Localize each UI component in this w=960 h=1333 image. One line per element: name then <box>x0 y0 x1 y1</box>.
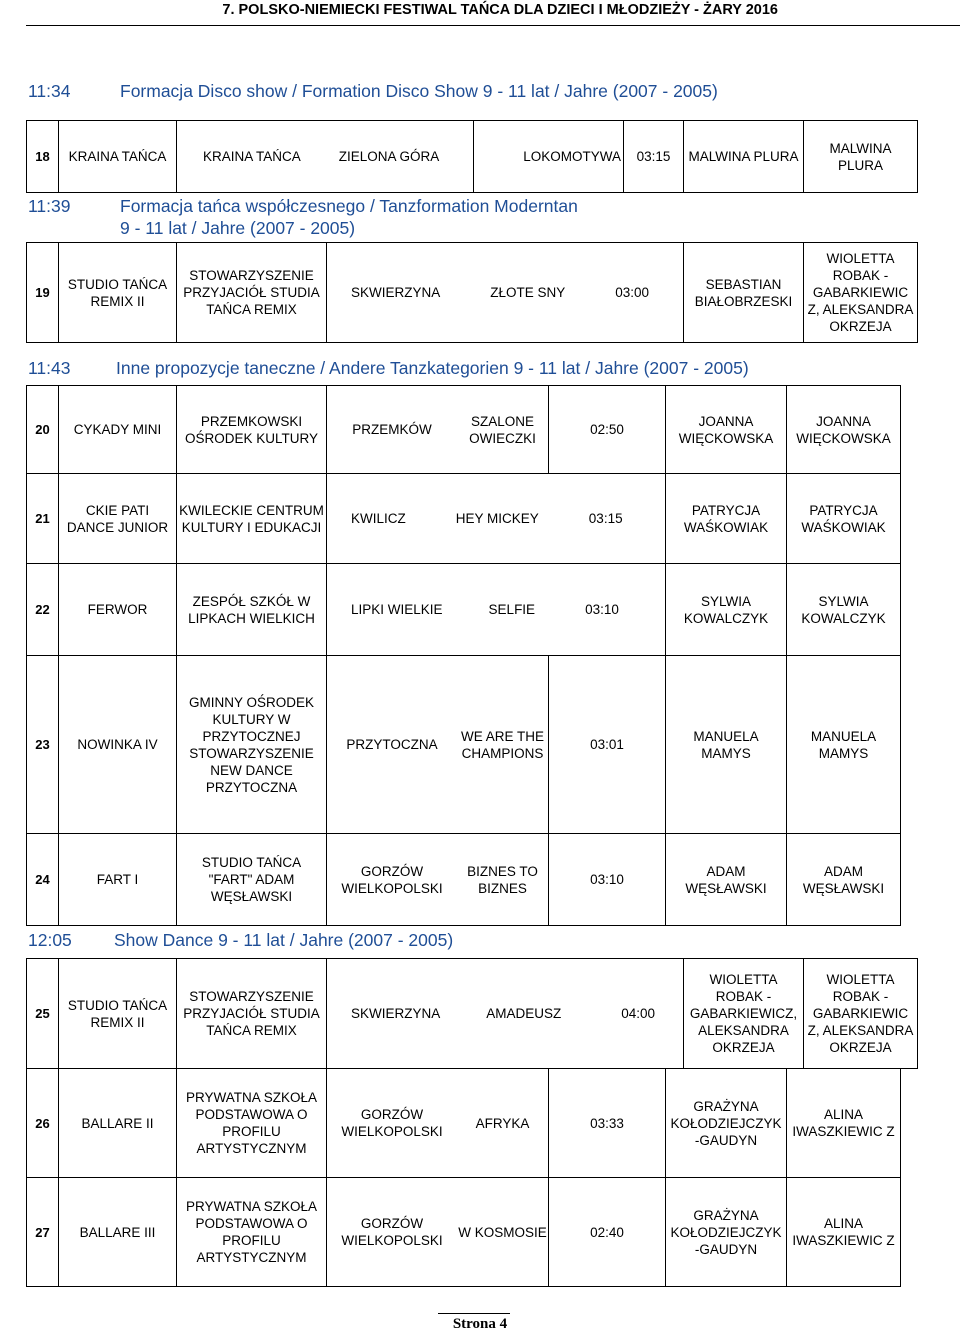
instructor: ADAM WĘSŁAWSKI <box>666 834 787 926</box>
team-name: FART I <box>59 834 177 926</box>
entry-number: 22 <box>27 564 59 656</box>
team-name: BALLARE III <box>59 1178 177 1287</box>
table-row <box>27 564 901 656</box>
section-title-disco-show <box>28 80 718 102</box>
entry-number: 25 <box>27 959 59 1069</box>
entries-table-other <box>26 385 901 926</box>
institution: ZESPÓŁ SZKÓŁ W LIPKACH WIELKICH <box>177 564 327 656</box>
section-name: Formacja Disco show / Formation Disco Show 9 - 11 lat / Jahre (2007 - 2005) <box>120 81 718 101</box>
page-number: Strona 4 <box>452 1316 508 1332</box>
table-row <box>27 474 901 564</box>
section-name-line2: 9 - 11 lat / Jahre (2007 - 2005) <box>120 218 356 238</box>
institution: STOWARZYSZENIE PRZYJACIÓŁ STUDIA TAŃCA REMIX <box>177 959 327 1069</box>
city-piece: GORZÓW WIELKOPOLSKI AFRYKA <box>327 1069 549 1178</box>
city-piece-time: KWILICZ HEY MICKEY 03:15 <box>327 474 666 564</box>
page-header: 7. POLSKO-NIEMIECKI FESTIWAL TAŃCA DLA DZIECI I MŁODZIEŻY - ŻARY 2016 <box>222 2 778 18</box>
instructor: SEBASTIAN BIAŁOBRZESKI <box>684 243 804 343</box>
team-name: NOWINKA IV <box>59 656 177 834</box>
table-row <box>27 656 901 834</box>
entry-number: 26 <box>27 1069 59 1178</box>
entry-number: 23 <box>27 656 59 834</box>
choreographer: ADAM WĘSŁAWSKI <box>787 834 901 926</box>
institution: PRYWATNA SZKOŁA PODSTAWOWA O PROFILU ARTYSTYCZNYM <box>177 1069 327 1178</box>
institution: PRZEMKOWSKI OŚRODEK KULTURY <box>177 386 327 474</box>
institution: PRYWATNA SZKOŁA PODSTAWOWA O PROFILU ARTYSTYCZNYM <box>177 1178 327 1287</box>
team-name: BALLARE II <box>59 1069 177 1178</box>
entry-number: 24 <box>27 834 59 926</box>
choreographer: MANUELA MAMYS <box>787 656 901 834</box>
city-piece: PRZYTOCZNA WE ARE THE CHAMPIONS <box>327 656 549 834</box>
city-piece: GORZÓW WIELKOPOLSKI BIZNES TO BIZNES <box>327 834 549 926</box>
choreographer: PATRYCJA WAŚKOWIAK <box>787 474 901 564</box>
institution: KWILECKIE CENTRUM KULTURY I EDUKACJI <box>177 474 327 564</box>
piece-duration: 03:15 <box>624 121 684 193</box>
instructor: GRAŻYNA KOŁODZIEJCZYK -GAUDYN <box>666 1069 787 1178</box>
entry-number: 20 <box>27 386 59 474</box>
entries-table-disco-show <box>26 120 918 193</box>
piece-duration: 03:33 <box>549 1069 666 1178</box>
city-piece-time: SKWIERZYNA ZŁOTE SNY 03:00 <box>327 243 684 343</box>
choreographer: SYLWIA KOWALCZYK <box>787 564 901 656</box>
header-rule <box>26 25 960 26</box>
section-name: Formacja tańca współczesnego / Tanzformation Moderntan <box>120 196 578 216</box>
entry-number: 21 <box>27 474 59 564</box>
entries-table-show-dance <box>26 958 918 1069</box>
section-name: Show Dance 9 - 11 lat / Jahre (2007 - 2005) <box>114 930 454 950</box>
table-row <box>27 1069 901 1178</box>
team-name: STUDIO TAŃCA REMIX II <box>59 243 177 343</box>
entries-table-show-dance-2 <box>26 1068 901 1287</box>
city-piece: GORZÓW WIELKOPOLSKI W KOSMOSIE <box>327 1178 549 1287</box>
instructor: GRAŻYNA KOŁODZIEJCZYK -GAUDYN <box>666 1178 787 1287</box>
city-piece-time: LIPKI WIELKIE SELFIE 03:10 <box>327 564 666 656</box>
table-row <box>27 121 918 193</box>
choreographer: WIOLETTA ROBAK - GABARKIEWIC Z, ALEKSANDRA OKRZEJA <box>804 959 918 1069</box>
section-name: Inne propozycje taneczne / Andere Tanzkategorien 9 - 11 lat / Jahre (2007 - 2005) <box>116 358 749 378</box>
piece-title: LOKOMOTYWA <box>474 121 624 193</box>
table-row <box>27 834 901 926</box>
institution-city: KRAINA TAŃCA ZIELONA GÓRA <box>177 121 474 193</box>
institution: GMINNY OŚRODEK KULTURY W PRZYTOCZNEJ STOWARZYSZENIE NEW DANCE PRZYTOCZNA <box>177 656 327 834</box>
instructor: PATRYCJA WAŚKOWIAK <box>666 474 787 564</box>
piece-duration: 03:10 <box>549 834 666 926</box>
instructor: MALWINA PLURA <box>684 121 804 193</box>
table-row <box>27 386 901 474</box>
team-name: KRAINA TAŃCA <box>59 121 177 193</box>
instructor: WIOLETTA ROBAK - GABARKIEWICZ, ALEKSANDRA OKRZEJA <box>684 959 804 1069</box>
choreographer: ALINA IWASZKIEWIC Z <box>787 1069 901 1178</box>
instructor: JOANNA WIĘCKOWSKA <box>666 386 787 474</box>
entry-number: 18 <box>27 121 59 193</box>
section-title-other <box>28 357 749 379</box>
institution: STOWARZYSZENIE PRZYJACIÓŁ STUDIA TAŃCA REMIX <box>177 243 327 343</box>
instructor: SYLWIA KOWALCZYK <box>666 564 787 656</box>
footer-rule <box>438 1313 510 1314</box>
section-time: 12:05 <box>28 930 72 950</box>
piece-duration: 02:40 <box>549 1178 666 1287</box>
team-name: FERWOR <box>59 564 177 656</box>
section-title-modern <box>28 195 578 239</box>
choreographer: ALINA IWASZKIEWIC Z <box>787 1178 901 1287</box>
team-name: CYKADY MINI <box>59 386 177 474</box>
choreographer: WIOLETTA ROBAK - GABARKIEWIC Z, ALEKSANDRA OKRZEJA <box>804 243 918 343</box>
entry-number: 27 <box>27 1178 59 1287</box>
institution: STUDIO TAŃCA "FART" ADAM WĘSŁAWSKI <box>177 834 327 926</box>
city-piece-time: SKWIERZYNA AMADEUSZ 04:00 <box>327 959 684 1069</box>
section-time: 11:34 <box>28 81 71 101</box>
piece-duration: 03:01 <box>549 656 666 834</box>
entry-number: 19 <box>27 243 59 343</box>
section-time: 11:43 <box>28 358 71 378</box>
team-name: STUDIO TAŃCA REMIX II <box>59 959 177 1069</box>
table-row <box>27 243 918 343</box>
city-piece: PRZEMKÓW SZALONE OWIECZKI <box>327 386 549 474</box>
section-time: 11:39 <box>28 196 71 216</box>
choreographer: JOANNA WIĘCKOWSKA <box>787 386 901 474</box>
entries-table-modern <box>26 242 918 343</box>
table-row <box>27 1178 901 1287</box>
piece-duration: 02:50 <box>549 386 666 474</box>
choreographer: MALWINA PLURA <box>804 121 918 193</box>
team-name: CKIE PATI DANCE JUNIOR <box>59 474 177 564</box>
section-title-show-dance <box>28 929 453 951</box>
instructor: MANUELA MAMYS <box>666 656 787 834</box>
table-row <box>27 959 918 1069</box>
